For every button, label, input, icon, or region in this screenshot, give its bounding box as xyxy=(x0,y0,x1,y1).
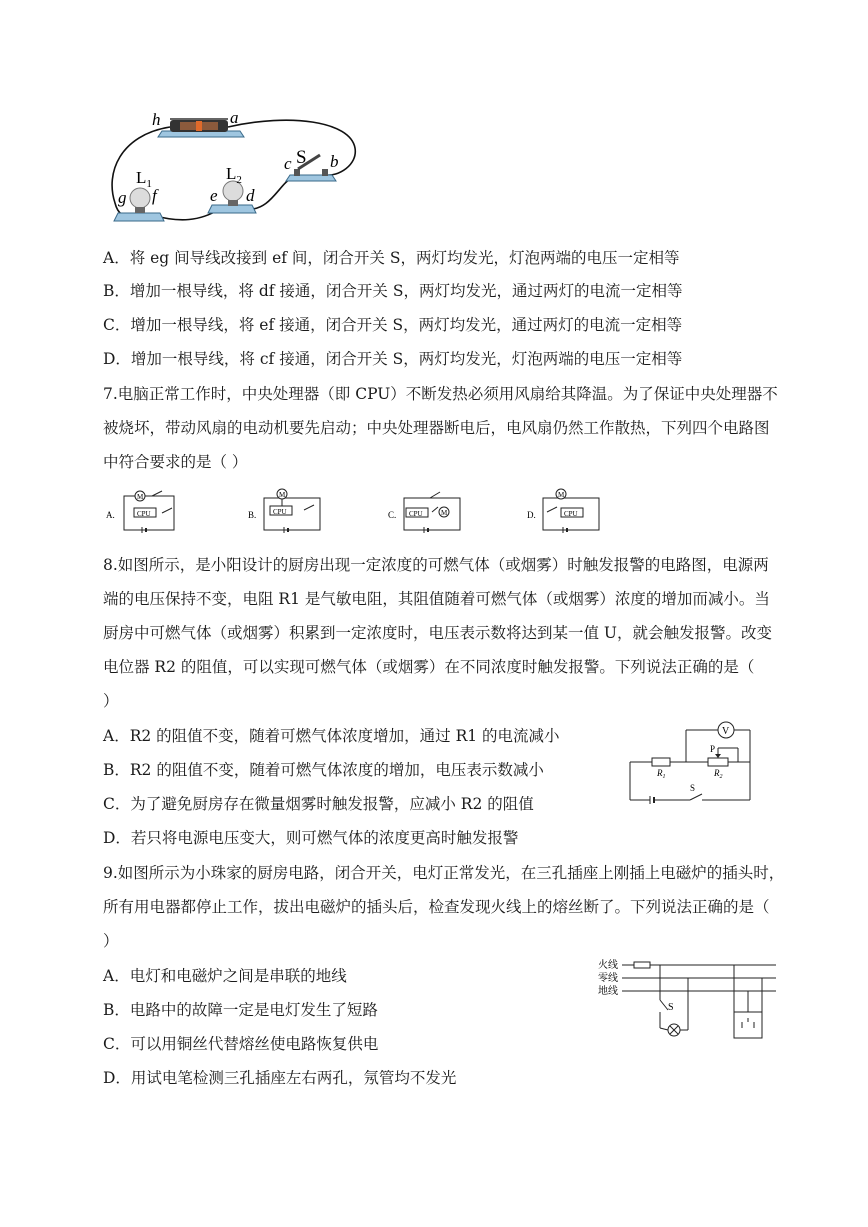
q9-circuit-figure xyxy=(596,956,780,1042)
motor-label: M xyxy=(279,491,286,499)
label-d: d xyxy=(246,186,255,205)
q6-option-c: C．增加一根导线，将 ef 接通，闭合开关 S，两灯均发光，通过两灯的电流一定相等 xyxy=(103,316,683,334)
motor-label: M xyxy=(137,493,144,501)
q9-stem-line-3: ） xyxy=(103,932,119,950)
diagram-letter: C. xyxy=(388,510,397,520)
label-f: f xyxy=(152,186,157,205)
q9-option-a: A．电灯和电磁炉之间是串联的地线 xyxy=(103,967,347,985)
q9-stem-line-1: 9.如图所示为小珠家的厨房电路，闭合开关，电灯正常发光，在三孔插座上刚插上电磁炉的插头时， xyxy=(103,864,785,882)
q6-option-b: B．增加一根导线，将 df 接通，闭合开关 S，两灯均发光，通过两灯的电流一定相等 xyxy=(103,282,683,300)
neutral-wire-label: 零线 xyxy=(598,973,618,984)
q7-diagram-d xyxy=(527,488,605,534)
label-g: g xyxy=(118,188,127,207)
label-l1: $L_1$ xyxy=(136,168,152,190)
q7-diagram-a xyxy=(106,488,178,534)
ground-wire-label: 地线 xyxy=(598,986,618,997)
q7-stem-line-3: 中符合要求的是（ ） xyxy=(103,453,248,471)
label-b: b xyxy=(330,152,339,171)
diagram-letter: A. xyxy=(106,510,115,520)
switch-label: S xyxy=(668,1002,674,1013)
q9-stem-line-2: 所有用电器都停止工作，拔出电磁炉的插头后，检查发现火线上的熔丝断了。下列说法正确的是（ xyxy=(103,898,770,916)
q8-option-b: B．R2 的阻值不变，随着可燃气体浓度的增加，电压表示数减小 xyxy=(103,761,544,779)
motor-label: M xyxy=(441,509,448,517)
label-l2: $L_2$ xyxy=(226,164,242,186)
voltmeter-label: V xyxy=(722,726,730,737)
cpu-label: CPU xyxy=(409,510,423,518)
diagram-letter: D. xyxy=(527,510,536,520)
label-c: c xyxy=(284,154,292,173)
switch-label: S xyxy=(690,783,696,793)
q9-option-d: D．用试电笔检测三孔插座左右两孔，氖管均不发光 xyxy=(103,1069,457,1087)
q8-option-a: A．R2 的阻值不变，随着可燃气体浓度增加，通过 R1 的电流减小 xyxy=(103,727,560,745)
q7-stem-line-1: 7.电脑正常工作时，中央处理器（即 CPU）不断发热必须用风扇给其降温。为了保证中央处理器不 xyxy=(103,385,778,403)
q8-stem-line-2: 端的电压保持不变，电阻 R1 是气敏电阻，其阻值随着可燃气体（或烟雾）浓度的增加而减小。当 xyxy=(103,590,770,608)
cpu-label: CPU xyxy=(137,510,151,518)
cpu-label: CPU xyxy=(273,508,287,516)
q6-option-d: D．增加一根导线，将 cf 接通，闭合开关 S，两灯均发光，灯泡两端的电压一定相等 xyxy=(103,350,683,368)
wire-d-to-c xyxy=(248,178,292,209)
label-s: S xyxy=(296,147,307,168)
q8-circuit-figure xyxy=(626,718,756,806)
q7-diagram-b xyxy=(248,488,326,534)
q8-stem-line-5: ） xyxy=(103,692,119,710)
q8-stem-line-1: 8.如图所示，是小阳设计的厨房出现一定浓度的可燃气体（或烟雾）时触发报警的电路图，电源两 xyxy=(103,556,769,574)
q8-stem-line-4: 电位器 R2 的阻值，可以实现可燃气体（或烟雾）在不同浓度时触发报警。下列说法正确的是（ xyxy=(103,658,755,676)
q8-stem-line-3: 厨房中可燃气体（或烟雾）积累到一定浓度时，电压表示数将达到某一值 U，就会触发报警。改变 xyxy=(103,624,772,642)
diagram-letter: B. xyxy=(248,510,257,520)
q8-option-c: C．为了避免厨房存在微量烟雾时触发报警，应减小 R2 的阻值 xyxy=(103,795,534,813)
motor-label: M xyxy=(558,491,565,499)
label-h: h xyxy=(152,110,161,129)
r2-label: $R_2$ xyxy=(714,768,723,780)
q7-stem-line-2: 被烧坏，带动风扇的电动机要先启动；中央处理器断电后，电风扇仍然工作散热，下列四个电路图 xyxy=(103,419,770,437)
cpu-label: CPU xyxy=(564,510,578,518)
label-a: a xyxy=(230,108,239,127)
q9-option-c: C．可以用铜丝代替熔丝使电路恢复供电 xyxy=(103,1035,379,1053)
q9-option-b: B．电路中的故障一定是电灯发生了短路 xyxy=(103,1001,378,1019)
q7-diagram-c xyxy=(388,488,466,534)
r1-label: $R_1$ xyxy=(657,768,666,780)
live-wire-label: 火线 xyxy=(598,960,618,971)
switch xyxy=(286,155,336,181)
label-e: e xyxy=(210,186,218,205)
slider-label: P xyxy=(710,744,716,754)
q6-option-a: A．将 eg 间导线改接到 ef 间，闭合开关 S，两灯均发光，灯泡两端的电压一定相等 xyxy=(103,249,680,267)
q6-circuit-figure xyxy=(100,103,362,225)
q8-option-d: D．若只将电源电压变大，则可燃气体的浓度更高时触发报警 xyxy=(103,829,519,847)
